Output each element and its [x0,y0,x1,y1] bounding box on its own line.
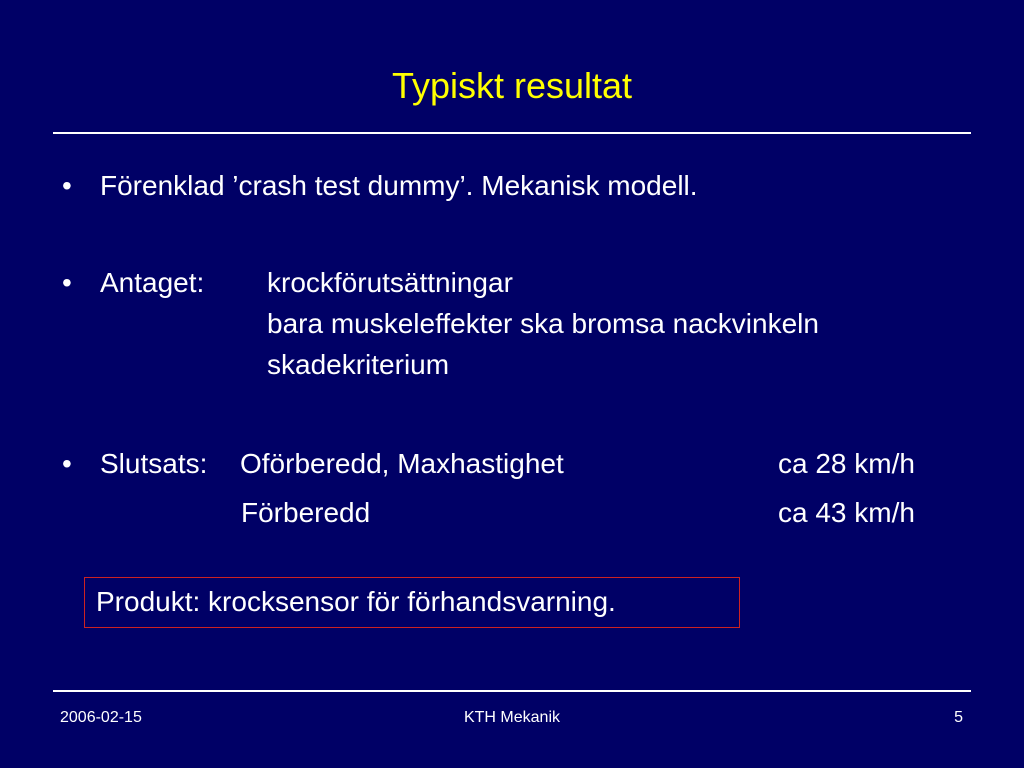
conclusion-condition: Förberedd [241,497,371,528]
footer-date: 2006-02-15 [60,709,142,726]
bullet-icon: • [62,448,72,479]
bullet-1-text: Förenklad ’crash test dummy’. Mekanisk modell. [100,170,698,201]
product-callout-text: Produkt: krocksensor för förhandsvarning. [96,586,616,617]
slide-title: Typiskt resultat [391,65,633,106]
footer-organization: KTH Mekanik [463,709,561,726]
conclusion-value: ca 43 km/h [778,497,915,528]
conclusion-condition: Oförberedd, Maxhastighet [240,448,564,479]
assumption-line: bara muskeleffekter ska bromsa nackvinkeln [267,308,819,339]
conclusion-value: ca 28 km/h [778,448,915,479]
assumption-line: skadekriterium [267,349,450,380]
bullet-icon: • [62,170,72,201]
bullet-icon: • [62,267,72,298]
title-divider [53,132,971,134]
footer-divider [53,690,971,692]
bullet-2-label: Antaget: [100,267,205,298]
assumption-line: krockförutsättningar [267,267,513,298]
bullet-3-label: Slutsats: [100,448,208,479]
page-number: 5 [954,709,963,726]
